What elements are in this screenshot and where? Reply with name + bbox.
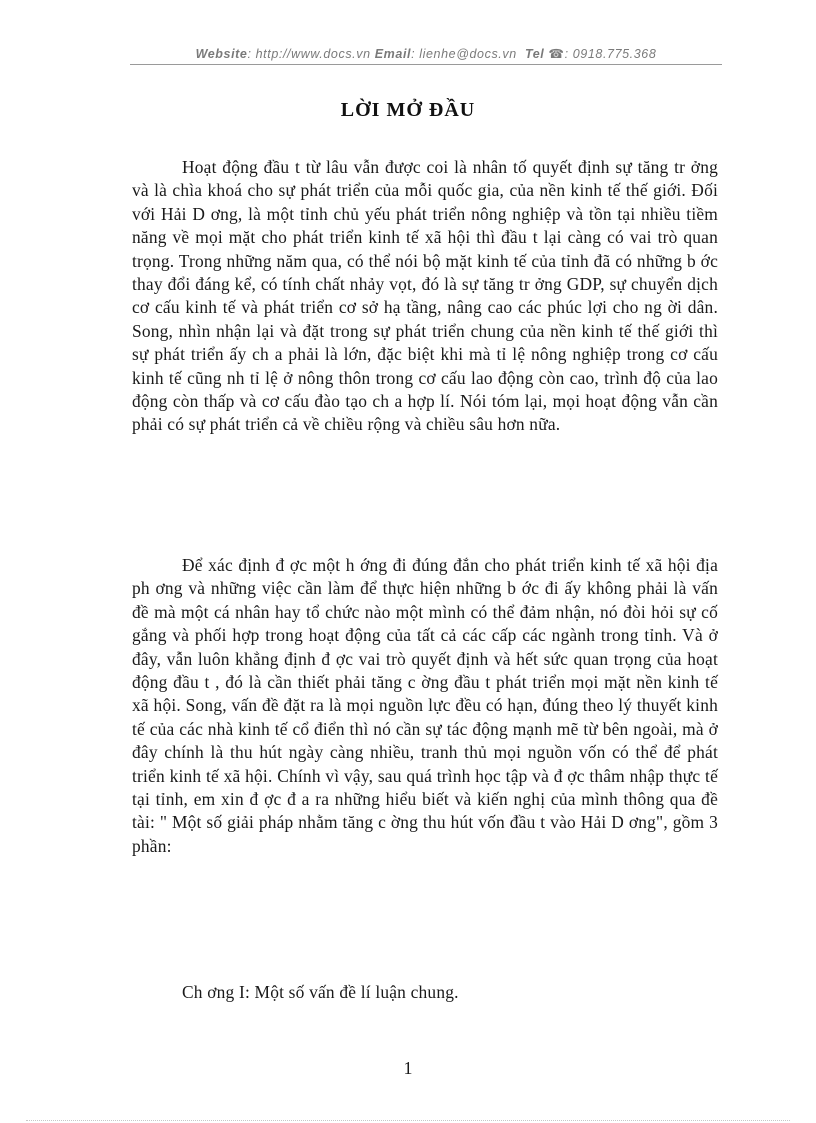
footer-divider [26,1120,790,1121]
tel-label: Tel [524,47,545,61]
paragraph-3: Ch ơng I: Một số vấn đề lí luận chung. [182,982,459,1002]
paragraph-1: Hoạt động đầu t từ lâu vẫn được coi là nhân tố quyết định sự tăng tr ởng và là chìa khoá cho sự phát triển của mỗi quốc gia, của nền kinh tế thế giới. Đối với Hải D ơng, là một tỉnh chủ yếu phát triển nông nghiệp và tồn tại nhiều tiềm năng về mọi mặt cho phát triển kinh tế xã hội thì đầu t lại càng có vai trò quan trọng. Trong những năm qua, có thể nói bộ mặt kinh tế của tỉnh đã có những b ớc thay đổi đáng kể, có tính chất nhảy vọt, đó là sự tăng tr ởng GDP, sự chuyển dịch cơ cấu kinh tế và phát triển cơ sở hạ tầng, nâng cao các phúc lợi cho ng ời dân. Song, nhìn nhận lại và đặt trong sự phát triển chung của nền kinh tế thế giới thì sự phát triển ấy ch a phải là lớn, đặc biệt khi mà tỉ lệ nông nghiệp trong cơ cấu kinh tế cũng nh tỉ lệ ở nông thôn trong cơ cấu lao động còn cao, trình độ của lao động còn thấp và cơ cấu đào tạo ch a hợp lí. Nói tóm lại, mọi hoạt động vẫn cần phải có sự phát triển cả về chiều rộng và chiều sâu hơn nữa. [132,157,718,435]
website-label: Website [195,47,248,61]
header-divider [130,64,722,65]
email-label: Email [374,47,412,61]
paragraph-2: Để xác định đ ợc một h ớng đi đúng đắn cho phát triển kinh tế xã hội địa ph ơng và những việc cần làm để thực hiện những b ớc đi ấy không phải là vấn đề mà một cá nhân hay tổ chức nào một mình có thể đảm nhận, nó đòi hỏi sự cố gắng và phối hợp trong hoạt động của tất cả các cấp các ngành trong tỉnh. Và ở đây, vẫn luôn khẳng định đ ợc vai trò quyết định và hết sức quan trọng của hoạt động đầu t , đó là cần thiết phải tăng c ờng đầu t phát triển mọi mặt nền kinh tế xã hội. Song, vấn đề đặt ra là mọi nguồn lực đều có hạn, đúng theo lý thuyết kinh tế của các nhà kinh tế cổ điển thì nó cần sự tác động mạnh mẽ từ bên ngoài, mà ở đây chính là thu hút ngày càng nhiều, tranh thủ mọi nguồn vốn có thể để phát triển kinh tế xã hội. Chính vì vậy, sau quá trình học tập và đ ợc thâm nhập thực tế tại tỉnh, em xin đ ợc đ a ra những hiểu biết và kiến nghị của mình thông qua đề tài: " Một số giải pháp nhằm tăng c ờng thu hút vốn đầu t vào Hải D ơng", gồm 3 phần: [132,555,718,856]
website-value: : http://www.docs.vn [247,47,371,61]
document-title: LỜI MỞ ĐẦU [340,99,476,121]
email-value: : lienhe@docs.vn [411,47,517,61]
page-header [130,46,722,61]
page-number: 1 [403,1058,413,1078]
tel-value: ☎: 0918.775.368 [548,47,657,61]
